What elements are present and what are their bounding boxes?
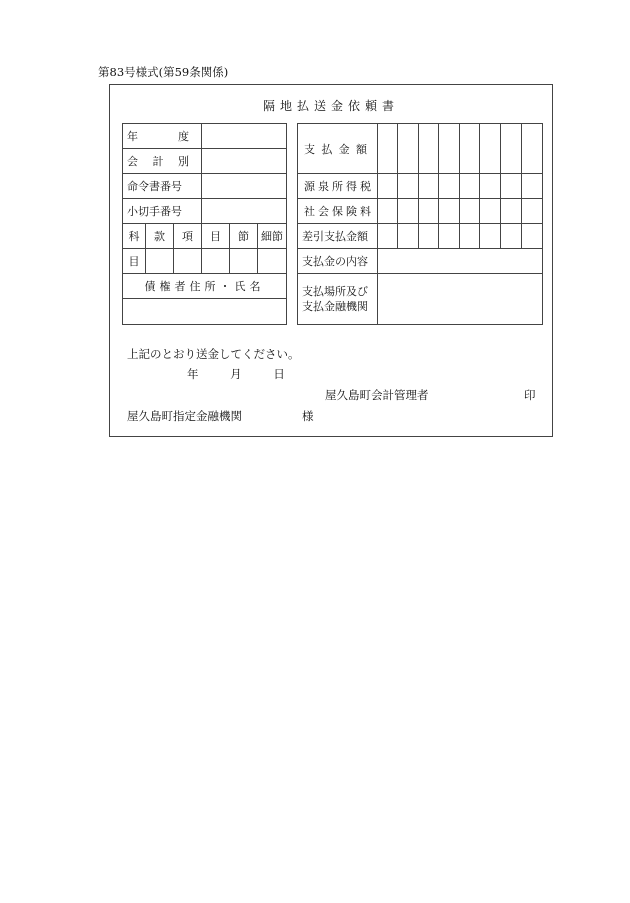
digit-cell (378, 224, 398, 249)
digit-cell (460, 174, 480, 199)
digit-cell (398, 199, 419, 224)
form-title: 隔地払送金依頼書 (262, 99, 399, 113)
basho-label: 支払場所及び 支払金融機関 (298, 274, 378, 325)
right-table (297, 123, 543, 325)
digit-cell (501, 124, 522, 174)
digit-cell (522, 199, 543, 224)
digit-cell (460, 124, 480, 174)
kaikeibetsu-label: 会 計 別 (123, 149, 202, 174)
saisetsu-label: 細節 (258, 224, 287, 249)
digit-cell (460, 199, 480, 224)
digit-cell (419, 199, 439, 224)
manager-name: 屋久島町会計管理者 (325, 388, 429, 402)
digit-cell (501, 224, 522, 249)
nendo-value (202, 124, 287, 149)
digit-cell (522, 174, 543, 199)
request-message: 上記のとおり送金してください。 (127, 347, 300, 361)
seal-mark: 印 (524, 388, 536, 402)
digit-cell (419, 224, 439, 249)
kaikeibetsu-value (202, 149, 287, 174)
digit-cell (378, 124, 398, 174)
digit-cell (439, 174, 460, 199)
moku-label: 目 (202, 224, 230, 249)
digit-cell (501, 199, 522, 224)
digit-cell (419, 124, 439, 174)
digit-cell (398, 124, 419, 174)
digit-cell (501, 174, 522, 199)
digit-cell (398, 224, 419, 249)
sashihiki-label: 差引支払金額 (298, 224, 378, 249)
kogitte-label: 小切手番号 (123, 199, 202, 224)
naiyo-value (378, 249, 543, 274)
date-line: 年 月 日 (187, 367, 285, 381)
digit-cell (378, 199, 398, 224)
moku-value (202, 249, 230, 274)
bank-name: 屋久島町指定金融機関 (127, 409, 242, 423)
meireisho-label: 命令書番号 (123, 174, 202, 199)
left-table (122, 123, 287, 325)
saikensha-value (123, 299, 287, 325)
digit-cell (439, 124, 460, 174)
gensen-label: 源 泉 所 得 税 (298, 174, 378, 199)
form-label: 第83号様式(第59条関係) (98, 65, 229, 79)
naiyo-label: 支払金の内容 (298, 249, 378, 274)
kou-label: 項 (174, 224, 202, 249)
kogitte-value (202, 199, 287, 224)
digit-cell (480, 199, 501, 224)
honorific: 様 (302, 409, 314, 423)
saisetsu-value (258, 249, 287, 274)
digit-cell (439, 224, 460, 249)
setsu-label: 節 (230, 224, 258, 249)
saikensha-label: 債権者住所・氏名 (123, 274, 287, 299)
digit-cell (480, 224, 501, 249)
digit-cell (460, 224, 480, 249)
digit-cell (419, 174, 439, 199)
digit-cell (439, 199, 460, 224)
shiharai-kingaku-label: 支 払 金 額 (298, 124, 378, 174)
setsu-value (230, 249, 258, 274)
digit-cell (522, 124, 543, 174)
digit-cell (398, 174, 419, 199)
digit-cell (378, 174, 398, 199)
digit-cell (480, 174, 501, 199)
kan-value (146, 249, 174, 274)
basho-value (378, 274, 543, 325)
kamoku-head-top: 科 (123, 224, 146, 249)
kou-value (174, 249, 202, 274)
kamoku-head-bottom: 目 (123, 249, 146, 274)
remittance-form (109, 84, 553, 437)
kan-label: 款 (146, 224, 174, 249)
nendo-label: 年 度 (123, 124, 202, 149)
digit-cell (522, 224, 543, 249)
digit-cell (480, 124, 501, 174)
meireisho-value (202, 174, 287, 199)
shakai-label: 社 会 保 険 料 (298, 199, 378, 224)
